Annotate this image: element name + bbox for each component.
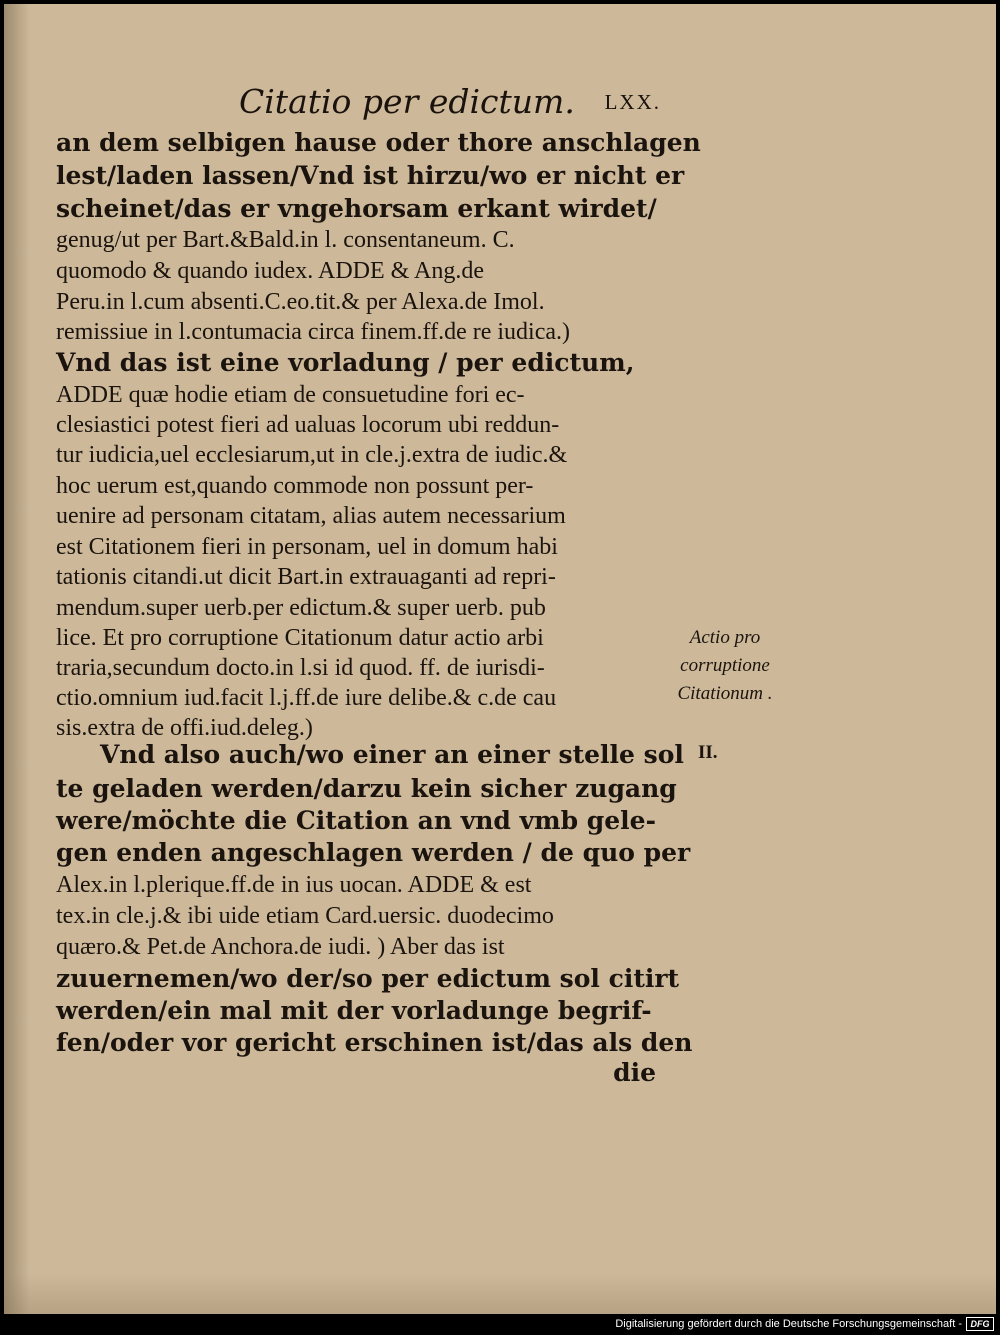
- text-line: mendum.super uerb.per edictum.& super uerb. pub: [56, 595, 546, 621]
- page-bottom-shadow: [4, 1274, 996, 1314]
- text-line: sis.extra de offi.iud.deleg.): [56, 715, 313, 741]
- text-line: Alex.in l.plerique.ff.de in ius uocan. ADDE & est: [56, 872, 532, 898]
- folio-number: LXX.: [604, 90, 661, 114]
- text-line: hoc uerum est,quando commode non possunt per-: [56, 473, 534, 499]
- text-line: quæro.& Pet.de Anchora.de iudi. ) Aber das ist: [56, 934, 505, 960]
- page-header: [239, 82, 659, 124]
- dfg-logo-icon: DFG: [966, 1317, 994, 1331]
- running-title: Citatio per edictum.: [239, 82, 575, 121]
- text-line: gen enden angeschlagen werden / de quo per: [56, 838, 691, 867]
- digitization-credit: Digitalisierung gefördert durch die Deutsche Forschungsgemeinschaft -: [615, 1318, 962, 1330]
- text-line: Vnd das ist eine vorladung / per edictum,: [56, 348, 635, 377]
- footer-bar: [0, 1314, 1000, 1335]
- text-line: te geladen werden/darzu kein sicher zugang: [56, 774, 677, 803]
- text-line: zuuernemen/wo der/so per edictum sol citirt: [56, 964, 680, 993]
- catchword: die: [613, 1058, 656, 1087]
- text-line: uenire ad personam citatam, alias autem necessarium: [56, 503, 566, 529]
- text-line: est Citationem fieri in personam, uel in domum habi: [56, 534, 558, 560]
- text-line: tationis citandi.ut dicit Bart.in extrauaganti ad repri-: [56, 564, 556, 590]
- text-line: genug/ut per Bart.&Bald.in l. consentaneum. C.: [56, 227, 515, 253]
- marginal-note-line: corruptione: [680, 655, 770, 676]
- text-line: traria,secundum docto.in l.si id quod. ff. de iurisdi-: [56, 655, 545, 681]
- text-line: quomodo & quando iudex. ADDE & Ang.de: [56, 258, 484, 284]
- text-line: lest/laden lassen/Vnd ist hirzu/wo er nicht er: [56, 161, 685, 190]
- text-line: tur iudicia,uel ecclesiarum,ut in cle.j.extra de iudic.&: [56, 442, 568, 468]
- text-line: Vnd also auch/wo einer an einer stelle sol: [100, 740, 684, 769]
- text-line: tex.in cle.j.& ibi uide etiam Card.uersic. duodecimo: [56, 903, 554, 929]
- marginal-section-number: II.: [698, 742, 718, 763]
- text-line: fen/oder vor gericht erschinen ist/das als den: [56, 1028, 693, 1057]
- marginal-note: [660, 624, 790, 708]
- text-line: an dem selbigen hause oder thore anschlagen: [56, 128, 701, 157]
- marginal-note-line: Citationum .: [677, 683, 773, 704]
- text-line: lice. Et pro corruptione Citationum datur actio arbi: [56, 625, 544, 651]
- marginal-note-line: Actio pro: [689, 627, 761, 648]
- text-line: ADDE quæ hodie etiam de consuetudine fori ec-: [56, 382, 525, 408]
- text-line: Peru.in l.cum absenti.C.eo.tit.& per Alexa.de Imol.: [56, 289, 545, 315]
- text-line: scheinet/das er vngehorsam erkant wirdet/: [56, 194, 657, 223]
- book-page: [4, 4, 996, 1314]
- text-line: were/möchte die Citation an vnd vmb gele-: [56, 806, 656, 835]
- page-gutter-shadow: [4, 4, 30, 1314]
- text-line: clesiastici potest fieri ad ualuas locorum ubi reddun-: [56, 412, 560, 438]
- text-line: werden/ein mal mit der vorladunge begrif-: [56, 996, 652, 1025]
- text-line: ctio.omnium iud.facit l.j.ff.de iure delibe.& c.de cau: [56, 685, 557, 711]
- text-line: remissiue in l.contumacia circa finem.ff.de re iudica.): [56, 319, 571, 345]
